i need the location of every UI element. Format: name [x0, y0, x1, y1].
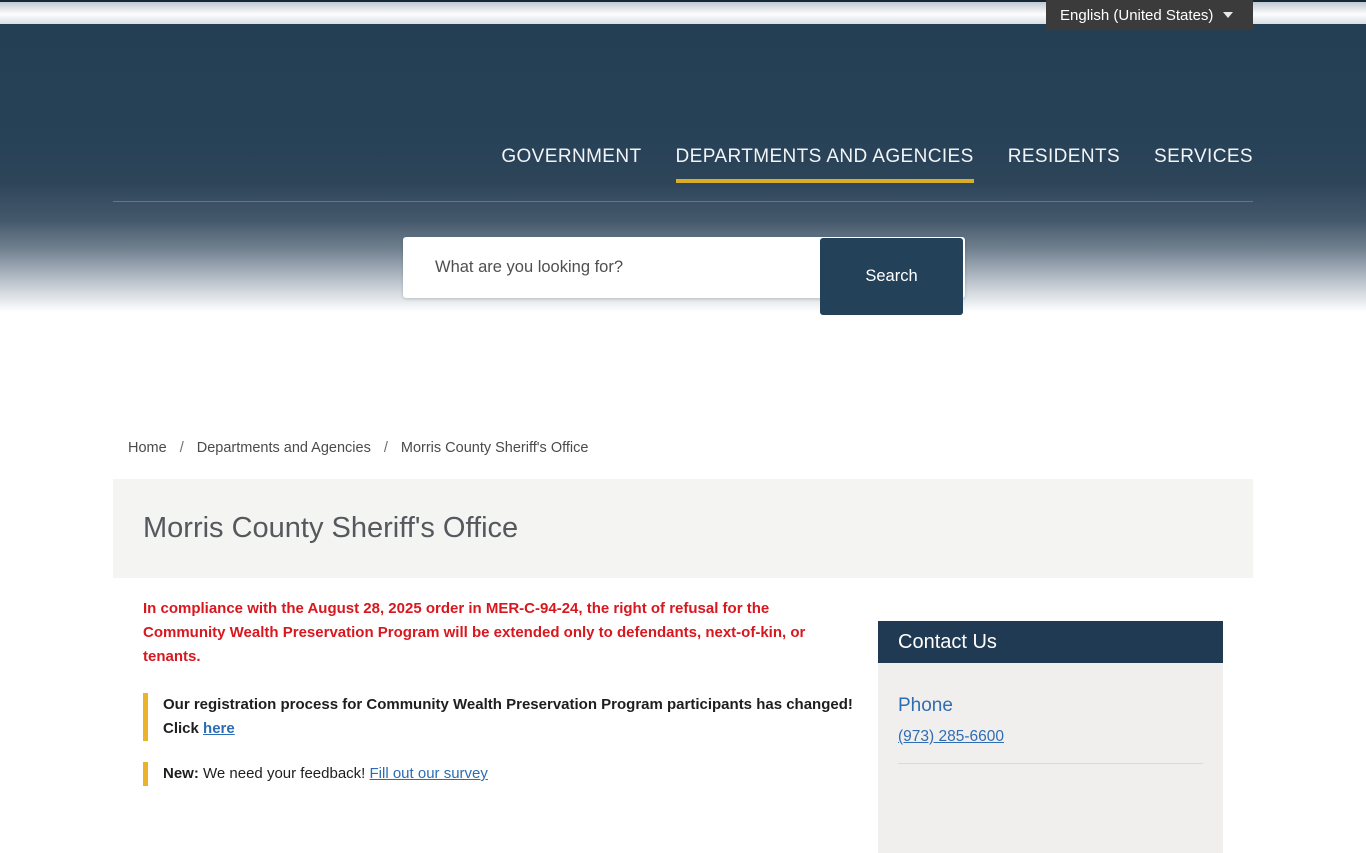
language-selector-label: English (United States): [1060, 6, 1214, 24]
nav-item-residents[interactable]: RESIDENTS: [1007, 146, 1121, 167]
nav-item-departments-and-agencies[interactable]: DEPARTMENTS AND AGENCIES: [676, 146, 974, 183]
contact-us-panel: [878, 621, 1223, 853]
contact-us-header: Contact Us: [878, 621, 1223, 663]
feedback-notice-prefix: New:: [163, 765, 199, 782]
main-content: [143, 597, 855, 786]
breadcrumb-home[interactable]: Home: [128, 440, 167, 456]
nav-item-government[interactable]: GOVERNMENT: [501, 146, 642, 167]
nav-divider: [113, 201, 1253, 202]
language-selector[interactable]: [1046, 0, 1253, 30]
main-nav: [501, 146, 1253, 183]
registration-notice-text: Our registration process for Community Wealth Preservation Program participants has changed! Click: [163, 696, 853, 737]
compliance-notice: In compliance with the August 28, 2025 order in MER-C-94-24, the right of refusal for the Community Wealth Preservation Program will be extended only to defendants, next-of-kin, or tenants.: [143, 600, 806, 665]
feedback-notice-text: We need your feedback!: [198, 765, 370, 782]
breadcrumb-separator: /: [179, 440, 184, 456]
feedback-notice: [143, 762, 855, 786]
page-title-band: [113, 479, 1253, 578]
registration-notice: [143, 693, 855, 741]
contact-phone-heading: Phone: [898, 695, 953, 716]
breadcrumb-separator: /: [383, 440, 388, 456]
contact-us-body: [878, 663, 1223, 853]
breadcrumb-current-page: Morris County Sheriff's Office: [400, 440, 589, 456]
feedback-survey-link[interactable]: Fill out our survey: [369, 765, 488, 782]
registration-here-link[interactable]: here: [203, 720, 235, 737]
contact-phone-link[interactable]: (973) 285-6600: [898, 728, 1004, 745]
search-button[interactable]: Search: [820, 238, 963, 315]
chevron-down-icon: [1223, 12, 1233, 18]
nav-item-services[interactable]: SERVICES: [1154, 146, 1253, 167]
breadcrumb-departments-and-agencies[interactable]: Departments and Agencies: [196, 440, 371, 456]
page-title: Morris County Sheriff's Office: [143, 512, 519, 544]
contact-divider: [898, 763, 1203, 764]
breadcrumb: [128, 440, 588, 456]
